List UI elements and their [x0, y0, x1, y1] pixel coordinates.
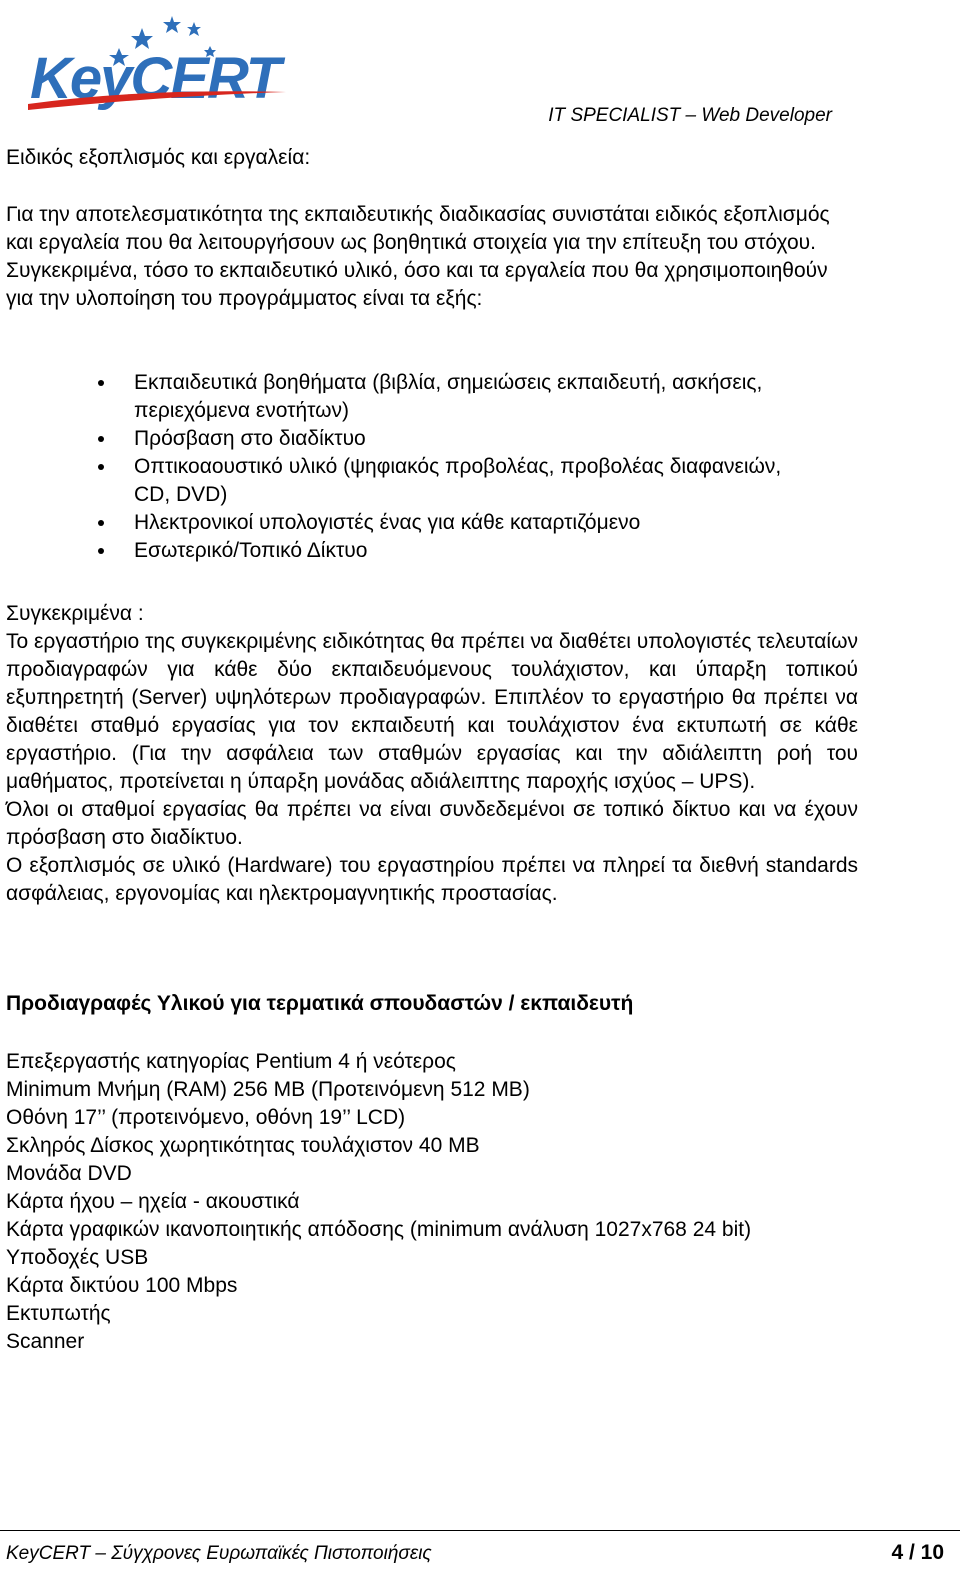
list-item: Κάρτα γραφικών ικανοποιητικής απόδοσης (minimum ανάλυση 1027x768 24 bit): [6, 1218, 752, 1241]
list-item: Πρόσβαση στο διαδίκτυο: [98, 425, 798, 453]
list-item: Scanner: [6, 1330, 85, 1353]
list-item: Κάρτα ήχου – ηχεία - ακουστικά: [6, 1190, 300, 1213]
specifically-label: Συγκεκριμένα :: [6, 602, 144, 625]
section-title: Ειδικός εξοπλισμός και εργαλεία:: [6, 146, 311, 169]
list-item: Κάρτα δικτύου 100 Mbps: [6, 1274, 238, 1297]
keycert-logo: [24, 6, 304, 116]
bullet-icon: [98, 520, 104, 526]
logo-star-icon: [187, 22, 201, 36]
bullet-icon: [98, 436, 104, 442]
list-item: Ηλεκτρονικοί υπολογιστές ένας για κάθε καταρτιζόμενο: [98, 509, 798, 537]
bullet-icon: [98, 548, 104, 554]
page-number: 4 / 10: [891, 1541, 944, 1564]
list-item: Μονάδα DVD: [6, 1162, 132, 1185]
bullet-icon: [98, 380, 104, 386]
footer-divider: [0, 1530, 960, 1531]
hardware-paragraph: Ο εξοπλισμός σε υλικό (Hardware) του εργαστηρίου πρέπει να πληρεί τα διεθνή standards ασφάλειας, εργονομίας και ηλεκτρομαγνητικής προστασίας.: [6, 854, 858, 905]
list-item: Εκτυπωτής: [6, 1302, 111, 1325]
list-item: Σκληρός Δίσκος χωρητικότητας τουλάχιστον 40 MB: [6, 1134, 480, 1157]
equipment-bullet-list: [98, 369, 798, 565]
intro-paragraph: [6, 201, 858, 313]
list-item: Minimum Μνήμη (RAM) 256 MB (Προτεινόμενη 512 MB): [6, 1078, 530, 1101]
hardware-spec-list: [6, 1048, 846, 1356]
bullet-icon: [98, 464, 104, 470]
list-item: Εσωτερικό/Τοπικό Δίκτυο: [98, 537, 798, 565]
list-item: Υποδοχές USB: [6, 1246, 149, 1269]
lab-text-block: [6, 628, 858, 908]
list-item: Οθόνη 17’’ (προτεινόμενο, οθόνη 19’’ LCD): [6, 1106, 406, 1129]
footer-text: KeyCERT – Σύγχρονες Ευρωπαϊκές Πιστοποιήσεις: [6, 1543, 432, 1564]
header-subtitle: IT SPECIALIST – Web Developer: [548, 105, 832, 126]
spec-title: Προδιαγραφές Υλικού για τερματικά σπουδαστών / εκπαιδευτή: [6, 992, 634, 1015]
logo-wordmark: KeyCERT: [30, 46, 280, 111]
lab-paragraph: Το εργαστήριο της συγκεκριμένης ειδικότητας θα πρέπει να διαθέτει υπολογιστές τελευταίων προδιαγραφών για κάθε δύο εκπαιδευόμενους τουλάχιστον, και ύπαρξη τοπικού εξυπηρετητή (Server) υψηλότερων προδιαγραφών. Επιπλέον το εργαστήριο θα πρέπει να διαθέτει σταθμό εργασίας για τον εκπαιδευτή και τουλάχιστον ένα εκτυπωτή σε κάθε εργαστήριο. (Για την ασφάλεια των σταθμών εργασίας και την αδιάλειπτη ροή του μαθήματος, προτείνεται η ύπαρξη μονάδας αδιάλειπτης παροχής ισχύος – UPS).: [6, 630, 858, 793]
network-paragraph: Όλοι οι σταθμοί εργασίας θα πρέπει να είναι συνδεδεμένοι σε τοπικό δίκτυο και να έχουν πρόσβαση στο διαδίκτυο.: [6, 798, 858, 849]
logo-star-icon: [163, 16, 181, 33]
intro-line-1: Για την αποτελεσματικότητα της εκπαιδευτικής διαδικασίας συνιστάται ειδικός εξοπλισμός και εργαλεία που θα λειτουργήσουν ως βοηθητικά στοιχεία για την επίτευξη του στόχου.: [6, 203, 830, 254]
list-item: Οπτικοαουστικό υλικό (ψηφιακός προβολέας, προβολέας διαφανειών, CD, DVD): [98, 453, 798, 509]
list-item: Επεξεργαστής κατηγορίας Pentium 4 ή νεότερος: [6, 1050, 456, 1073]
intro-line-2: Συγκεκριμένα, τόσο το εκπαιδευτικό υλικό, όσο και τα εργαλεία που θα χρησιμοποιηθούν για την υλοποίηση του προγράμματος είναι τα εξής:: [6, 259, 828, 310]
list-item: Εκπαιδευτικά βοηθήματα (βιβλία, σημειώσεις εκπαιδευτή, ασκήσεις, περιεχόμενα ενοτήτων): [98, 369, 798, 425]
